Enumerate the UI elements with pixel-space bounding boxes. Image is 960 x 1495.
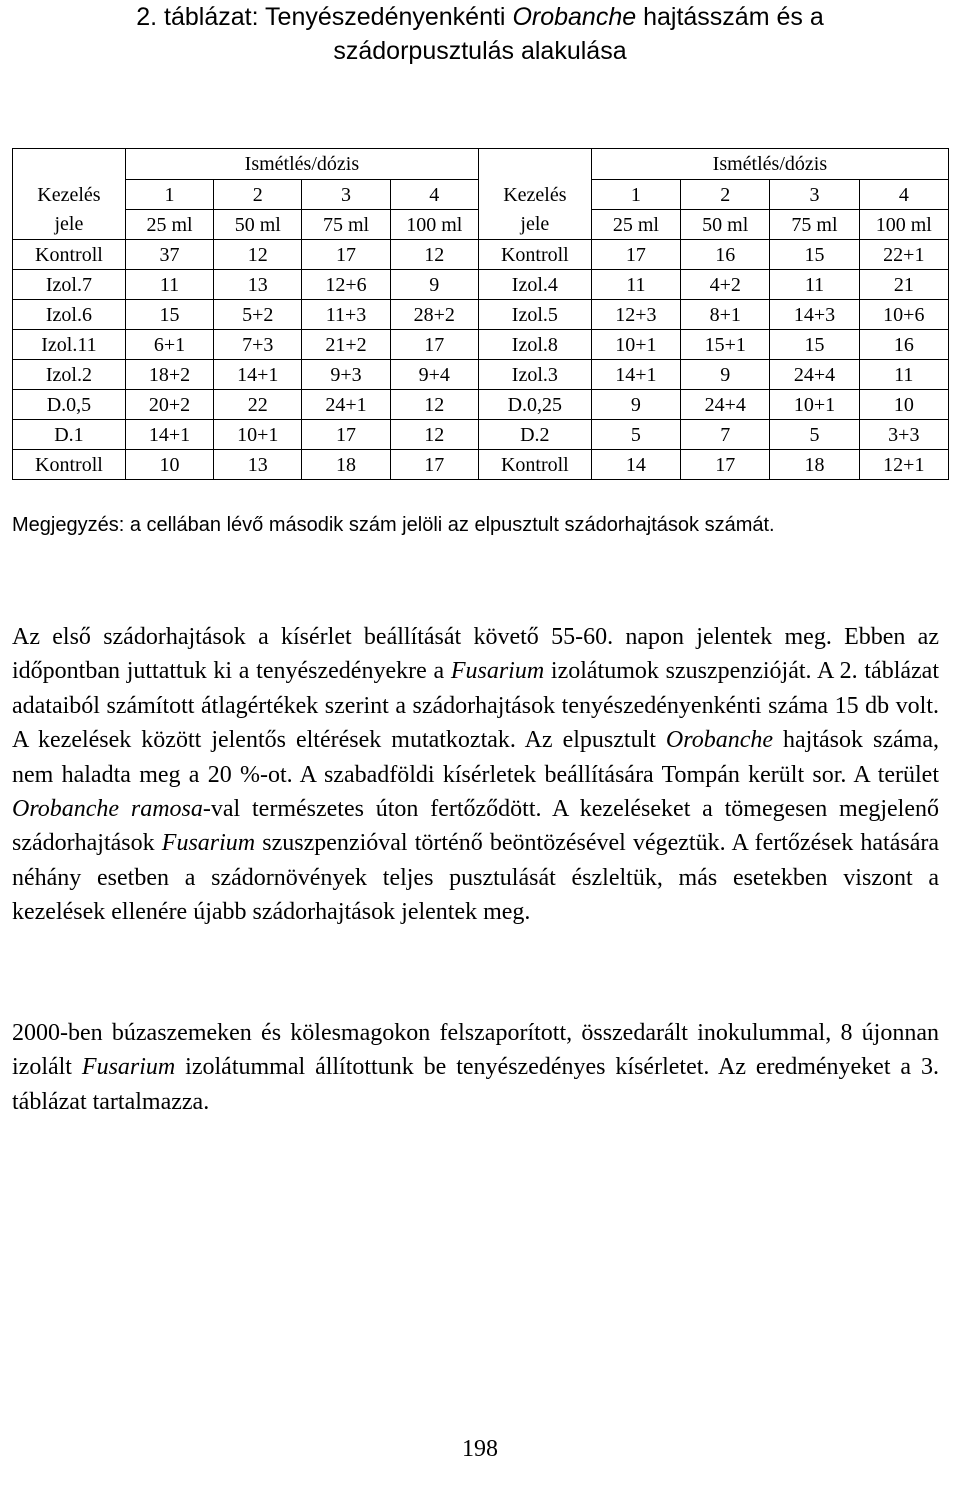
value-cell: 10+1 <box>214 420 302 450</box>
value-cell: 17 <box>302 240 390 270</box>
table-row <box>13 390 949 420</box>
rep-header: 3 <box>770 180 859 210</box>
table-note: Megjegyzés: a cellában lévő második szám jelöli az elpusztult szádorhajtások számát. <box>12 514 775 536</box>
dose-header: 100 ml <box>859 210 948 240</box>
value-cell: 9 <box>591 390 680 420</box>
value-cell: 16 <box>681 240 770 270</box>
treatment-cell: Kontroll <box>13 450 126 480</box>
treatment-cell: Kontroll <box>478 240 591 270</box>
value-cell: 11 <box>770 270 859 300</box>
value-cell: 10+1 <box>591 330 680 360</box>
value-cell: 12 <box>390 390 478 420</box>
value-cell: 17 <box>681 450 770 480</box>
value-cell: 10+1 <box>770 390 859 420</box>
value-cell: 9 <box>390 270 478 300</box>
value-cell: 7 <box>681 420 770 450</box>
value-cell: 11 <box>859 360 948 390</box>
value-cell: 11 <box>591 270 680 300</box>
table-row <box>13 420 949 450</box>
value-cell: 17 <box>390 330 478 360</box>
value-cell: 8+1 <box>681 300 770 330</box>
treatment-cell: D.1 <box>13 420 126 450</box>
value-cell: 17 <box>591 240 680 270</box>
page-number: 198 <box>462 1436 498 1462</box>
treatment-cell: Izol.6 <box>13 300 126 330</box>
value-cell: 5 <box>770 420 859 450</box>
caption-line-1: 2. táblázat: Tenyészedényenkénti Orobanche hajtásszám és a <box>136 3 824 31</box>
table-row <box>13 450 949 480</box>
header-row-doses <box>13 210 949 240</box>
header-row-group <box>13 149 949 180</box>
value-cell: 20+2 <box>125 390 213 420</box>
value-cell: 17 <box>302 420 390 450</box>
value-cell: 12+6 <box>302 270 390 300</box>
value-cell: 21 <box>859 270 948 300</box>
value-cell: 28+2 <box>390 300 478 330</box>
value-cell: 11 <box>125 270 213 300</box>
dose-header: 75 ml <box>770 210 859 240</box>
value-cell: 14+1 <box>125 420 213 450</box>
rep-header: 1 <box>125 180 213 210</box>
body-paragraph-2: 2000-ben búzaszemeken és kölesmagokon felszaporított, összedarált inokulummal, 8 újonnan izolált Fusarium izolátummal állítottunk be tenyészedényes kísérletet. Az eredményeket a 3. táblázat tartalmazza. <box>12 1020 939 1115</box>
rep-header: 1 <box>591 180 680 210</box>
treatment-cell: Izol.4 <box>478 270 591 300</box>
kezeles-header-left: Kezelés <box>13 180 126 210</box>
caption-line-2: szádorpusztulás alakulása <box>333 37 627 65</box>
group-header-left: Ismétlés/dózis <box>125 149 478 180</box>
table-row <box>13 330 949 360</box>
treatment-cell: Izol.11 <box>13 330 126 360</box>
value-cell: 16 <box>859 330 948 360</box>
value-cell: 17 <box>390 450 478 480</box>
dose-header: 75 ml <box>302 210 390 240</box>
value-cell: 13 <box>214 270 302 300</box>
group-header-right: Ismétlés/dózis <box>591 149 948 180</box>
value-cell: 18+2 <box>125 360 213 390</box>
value-cell: 22 <box>214 390 302 420</box>
jele-header-left: jele <box>13 210 126 240</box>
value-cell: 10+6 <box>859 300 948 330</box>
table-caption <box>60 0 900 68</box>
value-cell: 7+3 <box>214 330 302 360</box>
data-table <box>12 148 949 480</box>
table-row <box>13 270 949 300</box>
value-cell: 12+1 <box>859 450 948 480</box>
value-cell: 21+2 <box>302 330 390 360</box>
value-cell: 14+1 <box>591 360 680 390</box>
table-row <box>13 300 949 330</box>
jele-header-right: jele <box>478 210 591 240</box>
treatment-cell: Kontroll <box>13 240 126 270</box>
value-cell: 13 <box>214 450 302 480</box>
value-cell: 12 <box>214 240 302 270</box>
value-cell: 24+4 <box>770 360 859 390</box>
value-cell: 9+4 <box>390 360 478 390</box>
value-cell: 5 <box>591 420 680 450</box>
value-cell: 22+1 <box>859 240 948 270</box>
rep-header: 2 <box>681 180 770 210</box>
treatment-cell: Izol.7 <box>13 270 126 300</box>
value-cell: 24+1 <box>302 390 390 420</box>
value-cell: 4+2 <box>681 270 770 300</box>
value-cell: 3+3 <box>859 420 948 450</box>
dose-header: 50 ml <box>681 210 770 240</box>
value-cell: 15+1 <box>681 330 770 360</box>
dose-header: 25 ml <box>125 210 213 240</box>
treatment-cell: D.2 <box>478 420 591 450</box>
body-paragraph-1: Az első szádorhajtások a kísérlet beállítását követő 55-60. napon jelentek meg. Ebben az időpontban juttattuk ki a tenyészedényekre a Fusarium izolátumok szuszpenzióját. A 2. táblázat adataiból számított átlagértékek szerint a szádorhajtások tenyészedényenkénti száma 15 db volt. A kezelések között jelentős eltérések mutatkoztak. Az elpusztult Orobanche hajtások száma, nem haladta meg a 20 %-ot. A szabadföldi kísérletek beállítására Tompán került sor. A terület Orobanche ramosa-val természetes úton fertőződött. A kezeléseket a tömegesen megjelenő szádorhajtások Fusarium szuszpenzióval történő beöntözésével végeztük. A fertőzések hatására néhány esetben a szádornövények teljes pusztulását észleltük, más esetekben viszont a kezelések ellenére újabb szádorhajtások jelentek meg. <box>12 624 939 926</box>
rep-header: 4 <box>859 180 948 210</box>
value-cell: 37 <box>125 240 213 270</box>
dose-header: 50 ml <box>214 210 302 240</box>
treatment-cell: D.0,25 <box>478 390 591 420</box>
value-cell: 18 <box>770 450 859 480</box>
rep-header: 4 <box>390 180 478 210</box>
value-cell: 18 <box>302 450 390 480</box>
value-cell: 14+3 <box>770 300 859 330</box>
rep-header: 3 <box>302 180 390 210</box>
value-cell: 6+1 <box>125 330 213 360</box>
value-cell: 9+3 <box>302 360 390 390</box>
treatment-cell: D.0,5 <box>13 390 126 420</box>
treatment-cell: Izol.2 <box>13 360 126 390</box>
dose-header: 25 ml <box>591 210 680 240</box>
treatment-cell: Izol.8 <box>478 330 591 360</box>
value-cell: 5+2 <box>214 300 302 330</box>
value-cell: 24+4 <box>681 390 770 420</box>
value-cell: 10 <box>125 450 213 480</box>
header-corner-left <box>13 149 126 180</box>
treatment-cell: Izol.5 <box>478 300 591 330</box>
kezeles-header-right: Kezelés <box>478 180 591 210</box>
rep-header: 2 <box>214 180 302 210</box>
value-cell: 14 <box>591 450 680 480</box>
value-cell: 15 <box>770 330 859 360</box>
dose-header: 100 ml <box>390 210 478 240</box>
table-row <box>13 360 949 390</box>
header-corner-right <box>478 149 591 180</box>
header-row-reps <box>13 180 949 210</box>
value-cell: 9 <box>681 360 770 390</box>
value-cell: 15 <box>125 300 213 330</box>
value-cell: 12 <box>390 240 478 270</box>
treatment-cell: Izol.3 <box>478 360 591 390</box>
table-row <box>13 240 949 270</box>
value-cell: 15 <box>770 240 859 270</box>
treatment-cell: Kontroll <box>478 450 591 480</box>
value-cell: 10 <box>859 390 948 420</box>
value-cell: 11+3 <box>302 300 390 330</box>
value-cell: 12+3 <box>591 300 680 330</box>
table-body <box>13 240 949 480</box>
value-cell: 12 <box>390 420 478 450</box>
value-cell: 14+1 <box>214 360 302 390</box>
